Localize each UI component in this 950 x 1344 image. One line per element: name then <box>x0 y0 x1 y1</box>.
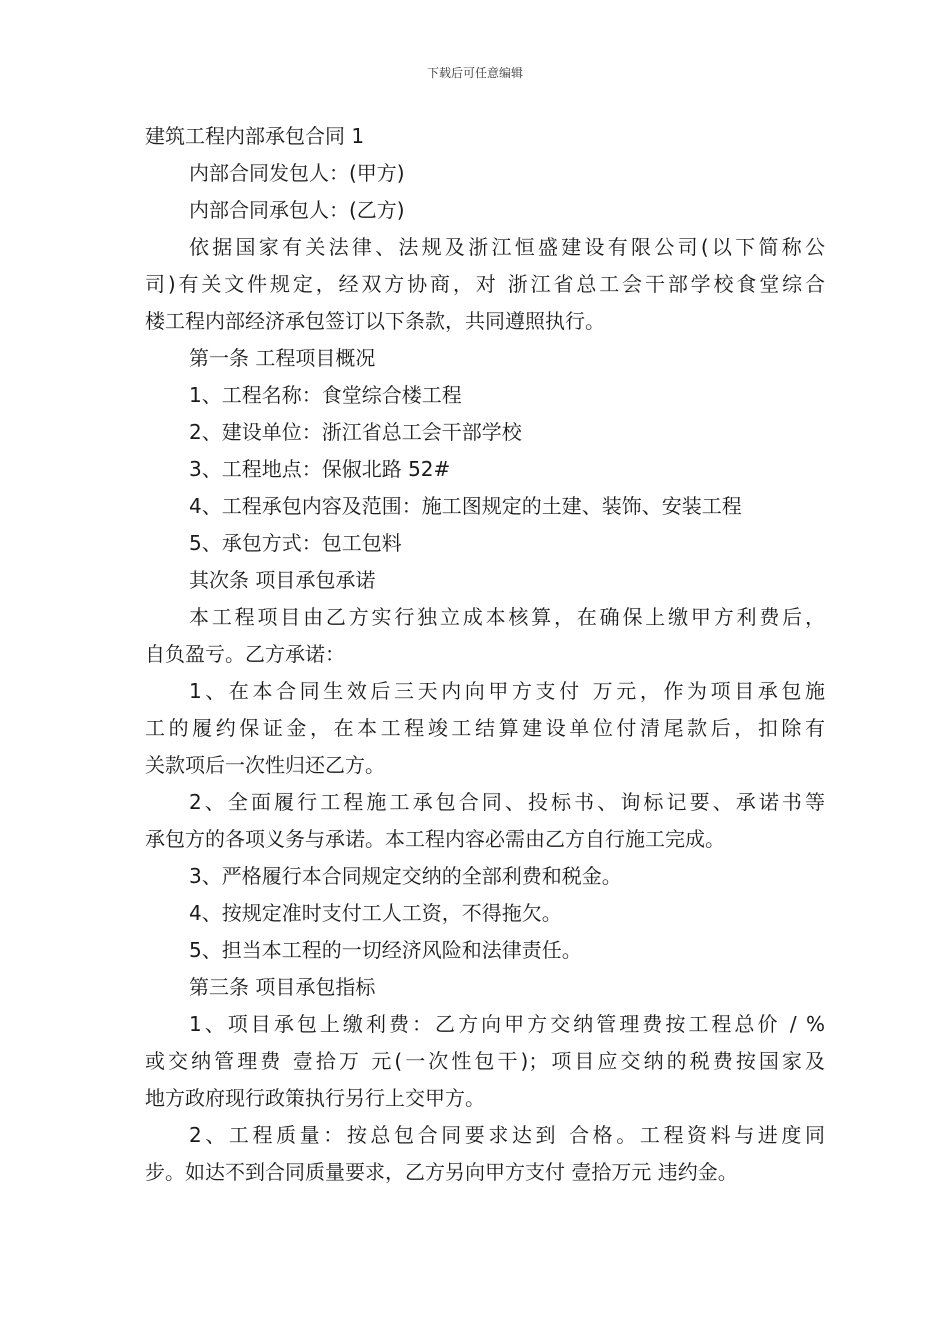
document-line: 2、建设单位：浙江省总工会干部学校 <box>189 420 522 444</box>
document-line: 司)有关文件规定，经双方协商，对 浙江省总工会干部学校食堂综合 <box>145 272 825 296</box>
document-line: 5、担当本工程的一切经济风险和法律责任。 <box>189 938 582 962</box>
document-line: 5、承包方式：包工包料 <box>189 531 402 555</box>
document-line: 4、工程承包内容及范围：施工图规定的土建、装饰、安装工程 <box>189 494 742 518</box>
document-line: 楼工程内部经济承包签订以下条款，共同遵照执行。 <box>145 309 605 333</box>
document-line: 第一条 工程项目概况 <box>189 346 376 370</box>
document-line: 1、项目承包上缴利费：乙方向甲方交纳管理费按工程总价 / % <box>189 1012 825 1036</box>
document-line: 内部合同发包人：(甲方) <box>189 161 405 185</box>
document-line: 关款项后一次性归还乙方。 <box>145 753 385 777</box>
document-line: 2、工程质量：按总包合同要求达到 合格。工程资料与进度同 <box>189 1123 825 1147</box>
document-line: 2、全面履行工程施工承包合同、投标书、询标记要、承诺书等 <box>189 790 825 814</box>
document-line: 内部合同承包人：(乙方) <box>189 198 405 222</box>
document-line: 1、工程名称：食堂综合楼工程 <box>189 383 462 407</box>
document-line: 本工程项目由乙方实行独立成本核算，在确保上缴甲方利费后， <box>189 605 825 629</box>
document-line: 或交纳管理费 壹拾万 元(一次性包干)；项目应交纳的税费按国家及 <box>145 1049 825 1073</box>
page-header-note: 下载后可任意编辑 <box>426 66 523 80</box>
document-line: 第三条 项目承包指标 <box>189 975 376 999</box>
document-line: 自负盈亏。乙方承诺： <box>145 642 345 666</box>
document-title: 建筑工程内部承包合同 1 <box>145 124 365 148</box>
document-line: 工的履约保证金，在本工程竣工结算建设单位付清尾款后，扣除有 <box>145 716 825 740</box>
document-lines <box>145 155 825 1191</box>
document-line: 地方政府现行政策执行另行上交甲方。 <box>145 1086 485 1110</box>
document-line: 承包方的各项义务与承诺。本工程内容必需由乙方自行施工完成。 <box>145 827 725 851</box>
document-line: 3、严格履行本合同规定交纳的全部利费和税金。 <box>189 864 622 888</box>
document-line: 其次条 项目承包承诺 <box>189 568 376 592</box>
document-body <box>145 118 825 1191</box>
document-line: 步。如达不到合同质量要求，乙方另向甲方支付 壹拾万元 违约金。 <box>145 1160 738 1184</box>
document-line: 3、工程地点：保俶北路 52# <box>189 457 451 481</box>
document-line: 4、按规定准时支付工人工资，不得拖欠。 <box>189 901 562 925</box>
document-line: 依据国家有关法律、法规及浙江恒盛建设有限公司(以下简称公 <box>189 235 825 259</box>
document-line: 1、在本合同生效后三天内向甲方支付 万元，作为项目承包施 <box>189 679 825 703</box>
